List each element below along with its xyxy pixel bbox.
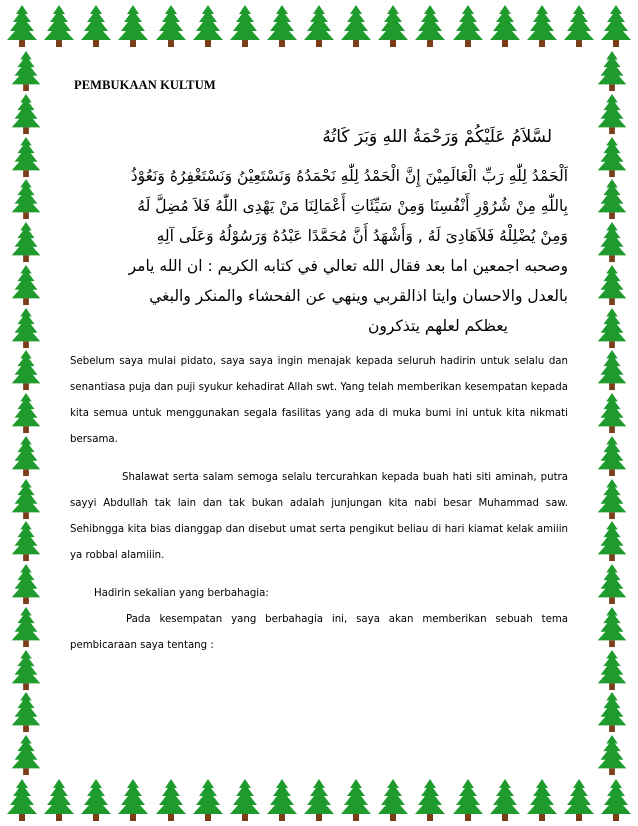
khutbah-line: بالعدل والاحسان وايتا اذالقربي وينهي عن الفحشاء والمنكر والبغي — [149, 287, 568, 305]
christmas-tree-icon — [78, 4, 114, 48]
border-right — [590, 50, 634, 776]
christmas-tree-icon — [561, 778, 597, 822]
christmas-tree-icon — [8, 264, 44, 306]
christmas-tree-icon — [524, 4, 560, 48]
christmas-tree-icon — [594, 93, 630, 135]
christmas-tree-icon — [8, 691, 44, 733]
christmas-tree-icon — [338, 4, 374, 48]
christmas-tree-icon — [524, 778, 560, 822]
border-top — [4, 4, 634, 48]
christmas-tree-icon — [8, 50, 44, 92]
christmas-tree-icon — [301, 4, 337, 48]
khutbah-line: اَلْحَمْدُ لِلّٰهِ رَبِّ الْعَالَمِيْنَ إِنَّ الْحَمْدُ لِلّٰهِ نَحْمَدُهُ وَنَسْتَعِيْنُ وَنَسْتَغْفِرُهُ وَنَعُوْذُ — [130, 167, 568, 185]
christmas-tree-icon — [4, 778, 40, 822]
christmas-tree-icon — [8, 178, 44, 220]
christmas-tree-icon — [41, 778, 77, 822]
christmas-tree-icon — [594, 264, 630, 306]
christmas-tree-icon — [115, 778, 151, 822]
christmas-tree-icon — [8, 478, 44, 520]
christmas-tree-icon — [594, 178, 630, 220]
christmas-tree-icon — [8, 435, 44, 477]
paragraph: Pada kesempatan yang berbahagia ini, saya akan memberikan sebuah tema pembicaraan saya tentang : — [70, 614, 568, 651]
salam-greeting: لسَّلاَمُ عَلَيْكُمْ وَرَحْمَةُ اللهِ وَبَرَ كَاتُهُ — [322, 127, 552, 147]
christmas-tree-icon — [450, 778, 486, 822]
christmas-tree-icon — [8, 392, 44, 434]
paragraph: Sebelum saya mulai pidato, saya saya ingin menajak kepada seluruh hadirin untuk selalu dan senantiasa puja dan puji syukur kehadirat Allah swt. Yang telah memberikan kesempatan kepada kita semua untuk menggunakan segala fasilitas yang ada di muka bumi ini untuk kita nikmati bersama. — [70, 356, 568, 445]
khutbah-opening — [70, 161, 568, 341]
christmas-tree-icon — [190, 778, 226, 822]
christmas-tree-icon — [264, 778, 300, 822]
christmas-tree-icon — [8, 649, 44, 691]
christmas-tree-icon — [8, 136, 44, 178]
christmas-tree-icon — [412, 4, 448, 48]
document-body — [70, 70, 568, 671]
christmas-tree-icon — [412, 778, 448, 822]
christmas-tree-icon — [8, 734, 44, 776]
christmas-tree-icon — [487, 4, 523, 48]
christmas-tree-icon — [594, 136, 630, 178]
christmas-tree-icon — [264, 4, 300, 48]
christmas-tree-icon — [594, 50, 630, 92]
christmas-tree-icon — [594, 691, 630, 733]
christmas-tree-icon — [153, 778, 189, 822]
page-title: PEMBUKAAN KULTUM — [74, 78, 216, 92]
christmas-tree-icon — [594, 392, 630, 434]
khutbah-line: وَمِنْ يُضْلِلْهُ فَلاَهَادِىَ لَهُ , وَأَشْهَدُ أَنَّ مُحَمَّدًا عَبْدُهُ وَرَسُوْلُهُ وَعَلَى آلِهِ — [156, 227, 568, 245]
speech-text — [70, 349, 568, 659]
christmas-tree-icon — [8, 349, 44, 391]
christmas-tree-icon — [598, 778, 634, 822]
christmas-tree-icon — [301, 778, 337, 822]
border-bottom — [4, 778, 634, 822]
christmas-tree-icon — [594, 307, 630, 349]
christmas-tree-icon — [4, 4, 40, 48]
christmas-tree-icon — [561, 4, 597, 48]
border-left — [4, 50, 48, 776]
christmas-tree-icon — [594, 349, 630, 391]
christmas-tree-icon — [8, 606, 44, 648]
christmas-tree-icon — [375, 778, 411, 822]
christmas-tree-icon — [594, 520, 630, 562]
paragraph: Shalawat serta salam semoga selalu tercurahkan kepada buah hati siti aminah, putra sayyi Abdullah tak lain dan tak bukan adalah junjungan kita nabi besar Muhammad saw. Sehibngga kita bias dianggap dan disebut umat serta pengikut beliau di hari kiamat kelak amiiin ya robbal alamiiin. — [70, 472, 568, 561]
christmas-tree-icon — [41, 4, 77, 48]
khutbah-line: وصحبه اجمعين اما بعد فقال الله تعالي في كتابه الكريم : ان الله يامر — [128, 257, 568, 275]
christmas-tree-icon — [338, 778, 374, 822]
christmas-tree-icon — [190, 4, 226, 48]
christmas-tree-icon — [8, 93, 44, 135]
christmas-tree-icon — [78, 778, 114, 822]
christmas-tree-icon — [115, 4, 151, 48]
christmas-tree-icon — [8, 221, 44, 263]
paragraph: Hadirin sekalian yang berbahagia: — [94, 588, 269, 599]
christmas-tree-icon — [594, 734, 630, 776]
christmas-tree-icon — [8, 520, 44, 562]
khutbah-line: يعظكم لعلهم يتذكرون — [368, 317, 508, 335]
christmas-tree-icon — [450, 4, 486, 48]
christmas-tree-icon — [487, 778, 523, 822]
christmas-tree-icon — [598, 4, 634, 48]
christmas-tree-icon — [227, 778, 263, 822]
christmas-tree-icon — [8, 563, 44, 605]
christmas-tree-icon — [375, 4, 411, 48]
khutbah-line: بِاللّٰهِ مِنْ شُرُوْرِ أَنْفُسِنَا وَمِنْ سَيِّئَاتِ أَعْمَالِنَا مَنْ يَهْدِى اللّٰهُ فَلاَ مُضِلَّ لَهُ — [137, 197, 568, 215]
christmas-tree-icon — [594, 606, 630, 648]
christmas-tree-icon — [8, 307, 44, 349]
christmas-tree-icon — [594, 435, 630, 477]
christmas-tree-icon — [594, 221, 630, 263]
christmas-tree-icon — [153, 4, 189, 48]
christmas-tree-icon — [594, 563, 630, 605]
christmas-tree-icon — [594, 478, 630, 520]
christmas-tree-icon — [227, 4, 263, 48]
christmas-tree-icon — [594, 649, 630, 691]
